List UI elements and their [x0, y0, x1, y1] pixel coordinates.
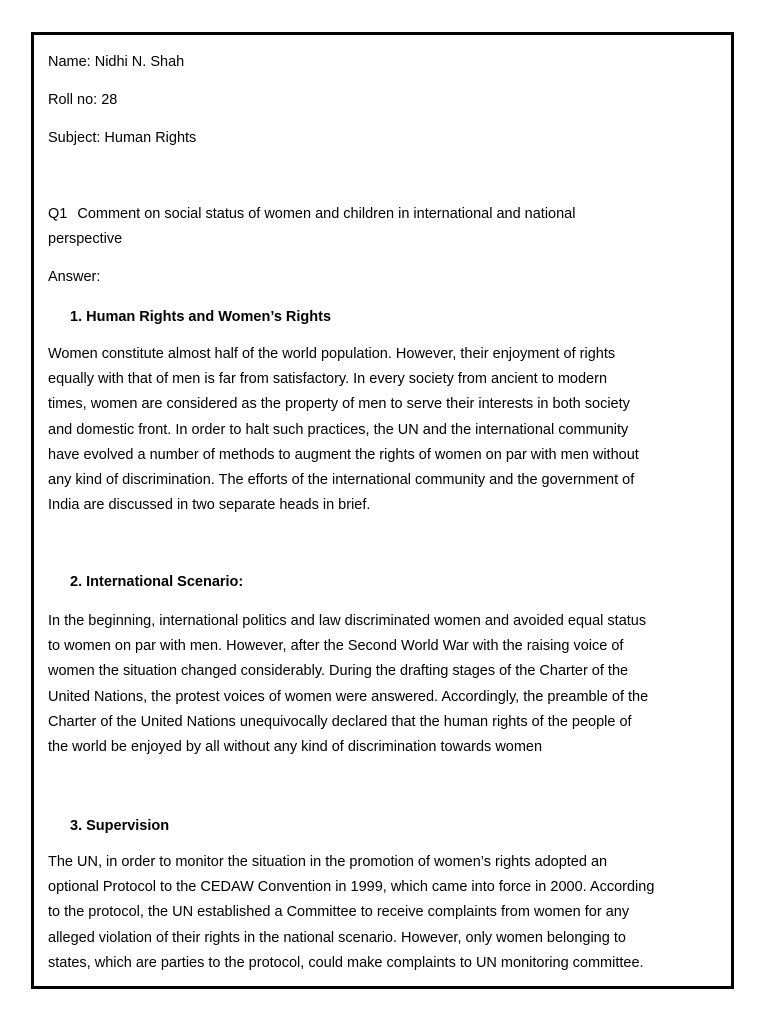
paragraph-line: women the situation changed considerably. During the drafting stages of the Charter of the [48, 663, 629, 680]
paragraph-line: to women on par with men. However, after the Second World War with the raising voice of [48, 638, 624, 655]
paragraph-line: and domestic front. In order to halt such practices, the UN and the international community [48, 421, 629, 438]
paragraph-line: alleged violation of their rights in the national scenario. However, only women belonging to [48, 929, 626, 946]
paragraph-line: any kind of discrimination. The efforts of the international community and the government of [48, 472, 635, 489]
section-heading-2: 2. International Scenario: [70, 574, 244, 590]
paragraph-line: equally with that of men is far from satisfactory. In every society from ancient to modern [48, 371, 608, 388]
question-text-line-2: perspective [48, 231, 123, 247]
paragraph-line: to the protocol, the UN established a Committee to receive complaints from women for any [48, 904, 630, 921]
section-heading-1: 1. Human Rights and Women’s Rights [70, 309, 332, 325]
page-frame [31, 32, 734, 989]
paragraph-line: United Nations, the protest voices of women were answered. Accordingly, the preamble of the [48, 688, 649, 705]
roll-number: Roll no: 28 [48, 92, 118, 108]
answer-label: Answer: [48, 269, 101, 285]
paragraph-line: Charter of the United Nations unequivocally declared that the human rights of the people of [48, 713, 632, 730]
paragraph-line: India are discussed in two separate heads in brief. [48, 497, 371, 514]
section-paragraph-2 [48, 609, 728, 760]
section-heading-3: 3. Supervision [70, 818, 170, 834]
question-text-line-1: Comment on social status of women and children in international and national [77, 206, 576, 222]
paragraph-line: In the beginning, international politics and law discriminated women and avoided equal status [48, 613, 647, 629]
paragraph-line: the world be enjoyed by all without any kind of discrimination towards women [48, 739, 543, 756]
paragraph-line: states, which are parties to the protocol, could make complaints to UN monitoring committee. [48, 954, 644, 971]
subject: Subject: Human Rights [48, 130, 197, 146]
paragraph-line: optional Protocol to the CEDAW Convention in 1999, which came into force in 2000. According [48, 879, 655, 896]
student-name: Name: Nidhi N. Shah [48, 54, 185, 70]
section-paragraph-1 [48, 342, 728, 518]
paragraph-line: have evolved a number of methods to augment the rights of women on par with men without [48, 446, 639, 463]
section-paragraph-3 [48, 850, 728, 976]
paragraph-line: The UN, in order to monitor the situation in the promotion of women’s rights adopted an [48, 854, 608, 870]
paragraph-line: Women constitute almost half of the world population. However, their enjoyment of rights [48, 346, 616, 362]
question-line-1 [48, 204, 575, 224]
paragraph-line: times, women are considered as the property of men to serve their interests in both society [48, 396, 630, 413]
question-number: Q1 [48, 206, 68, 222]
